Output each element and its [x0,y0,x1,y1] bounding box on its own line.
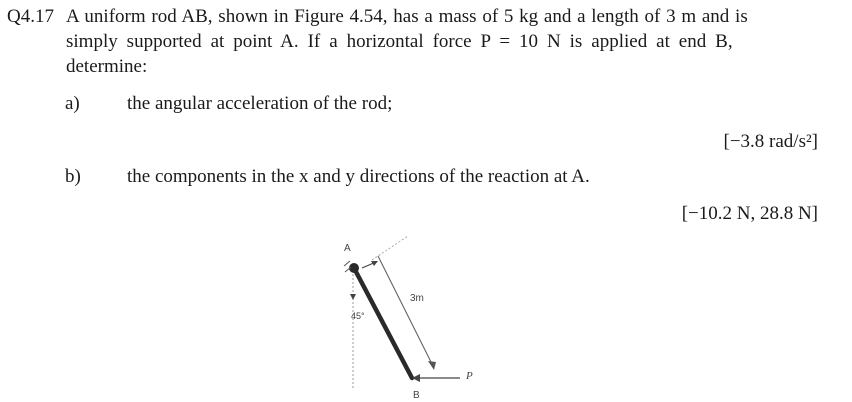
question-line-1: A uniform rod AB, shown in Figure 4.54, has a mass of 5 kg and a length of 3 m and is [66,6,748,27]
dimension-extension-line [372,236,408,260]
part-b-answer: [−10.2 N, 28.8 N] [681,203,818,224]
question-line-2: simply supported at point A. If a horizontal force P = 10 N is applied at end B, [66,31,733,52]
label-point-a: A [344,243,351,254]
label-point-b: B [413,390,420,401]
support-hatch [344,261,350,266]
part-b-label: b) [65,166,81,187]
question-line-3: determine: [66,56,148,77]
label-force-p: P [466,370,473,382]
part-a-text: the angular acceleration of the rod; [127,93,393,114]
part-b-text: the components in the x and y directions of the reaction at A. [127,166,590,187]
angle-arrowhead [350,294,356,300]
rod-figure [320,228,500,402]
part-a-label: a) [65,93,80,114]
rod-ab [354,268,412,378]
part-a-answer: [−3.8 rad/s²] [723,131,818,152]
force-p-arrowhead [412,374,420,382]
label-angle: 45° [351,311,365,321]
label-length: 3m [410,293,424,304]
dimension-line [378,256,434,368]
dimension-arrowhead [428,361,436,370]
question-number: Q4.17 [7,6,54,27]
